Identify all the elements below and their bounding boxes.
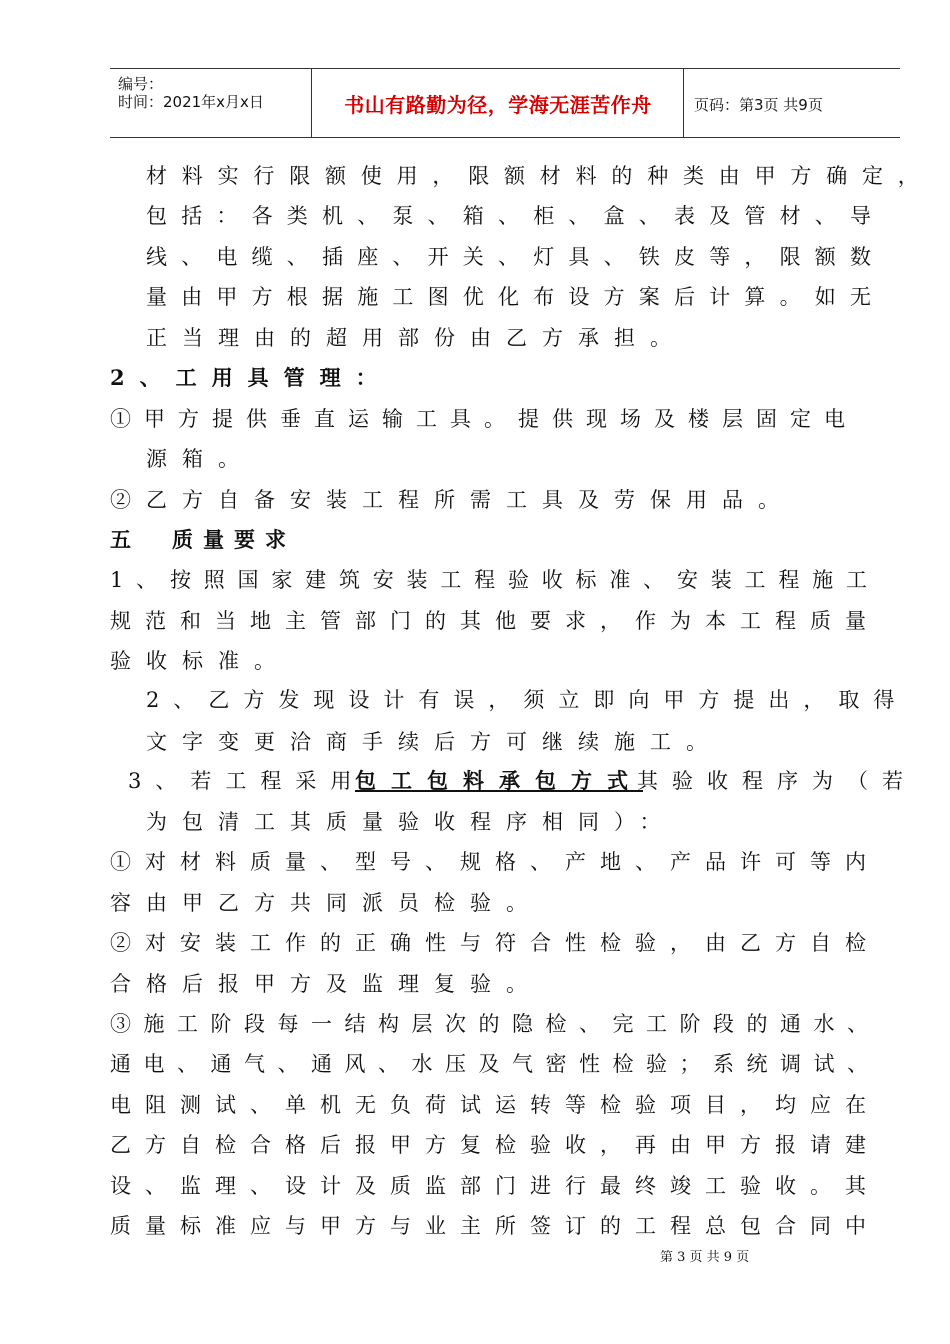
header-divider (683, 69, 684, 137)
text-line: 源箱。 (146, 447, 254, 471)
text-line: 设、监理、设计及质监部门进行最终竣工验收。其 (110, 1174, 880, 1198)
text-line: ②对安装工作的正确性与符合性检验，由乙方自检 (110, 931, 880, 955)
text-line: 文字变更洽商手续后方可继续施工。 (146, 730, 722, 754)
text-line: 正当理由的超用部份由乙方承担。 (146, 326, 686, 350)
header-page-label: 页码：第3页 共9页 (694, 96, 823, 114)
text-line: 量由甲方根据施工图优化布设方案后计算。如无 (146, 285, 886, 309)
section-heading: 2、工用具管理： (110, 365, 392, 390)
header-date-label: 时间：2021年x月x日 (118, 93, 264, 111)
text-line: 3、若工程采用 (128, 769, 366, 793)
chapter-heading: 五 质量要求 (110, 527, 296, 552)
page-header (110, 68, 900, 138)
text-line: 2、乙方发现设计有误，须立即向甲方提出，取得 (146, 688, 909, 712)
header-motto: 书山有路勤为径，学海无涯苦作舟 (344, 93, 652, 117)
text-line: ②乙方自备安装工程所需工具及劳保用品。 (110, 488, 794, 512)
header-divider (311, 69, 312, 137)
text-line: 乙方自检合格后报甲方复检验收，再由甲方报请建 (110, 1133, 880, 1157)
text-line: 质量标准应与甲方与业主所签订的工程总包合同中 (110, 1214, 880, 1238)
text-line: 规范和当地主管部门的其他要求，作为本工程质量 (110, 609, 880, 633)
text-line: 1、按照国家建筑安装工程验收标准、安装工程施工 (110, 568, 880, 592)
text-line: ①甲方提供垂直运输工具。提供现场及楼层固定电 (110, 407, 858, 431)
header-number-label: 编号： (118, 75, 164, 93)
text-line: 验收标准。 (110, 649, 290, 673)
underlined-term: 包工包料承包方式 (355, 768, 643, 793)
text-line: ③施工阶段每一结构层次的隐检、完工阶段的通水、 (110, 1012, 881, 1036)
text-line: 合格后报甲方及监理复验。 (110, 972, 542, 996)
page-footer: 第 3 页 共 9 页 (660, 1250, 750, 1265)
text-line: 材料实行限额使用，限额材料的种类由甲方确定， (146, 164, 934, 188)
text-line: 包括：各类机、泵、箱、柜、盒、表及管材、导 (146, 204, 886, 228)
text-line: ①对材料质量、型号、规格、产地、产品许可等内 (110, 850, 880, 874)
text-line: 通电、通气、通风、水压及气密性检验；系统调试、 (110, 1052, 881, 1076)
text-line: 容由甲乙方共同派员检验。 (110, 891, 542, 915)
text-line: 其验收程序为（若 (637, 769, 917, 793)
text-line: 为包清工其质量验收程序相同）： (146, 810, 676, 834)
text-line: 电阻测试、单机无负荷试运转等检验项目，均应在 (110, 1093, 880, 1117)
text-line: 线、电缆、插座、开关、灯具、铁皮等，限额数 (146, 245, 886, 269)
